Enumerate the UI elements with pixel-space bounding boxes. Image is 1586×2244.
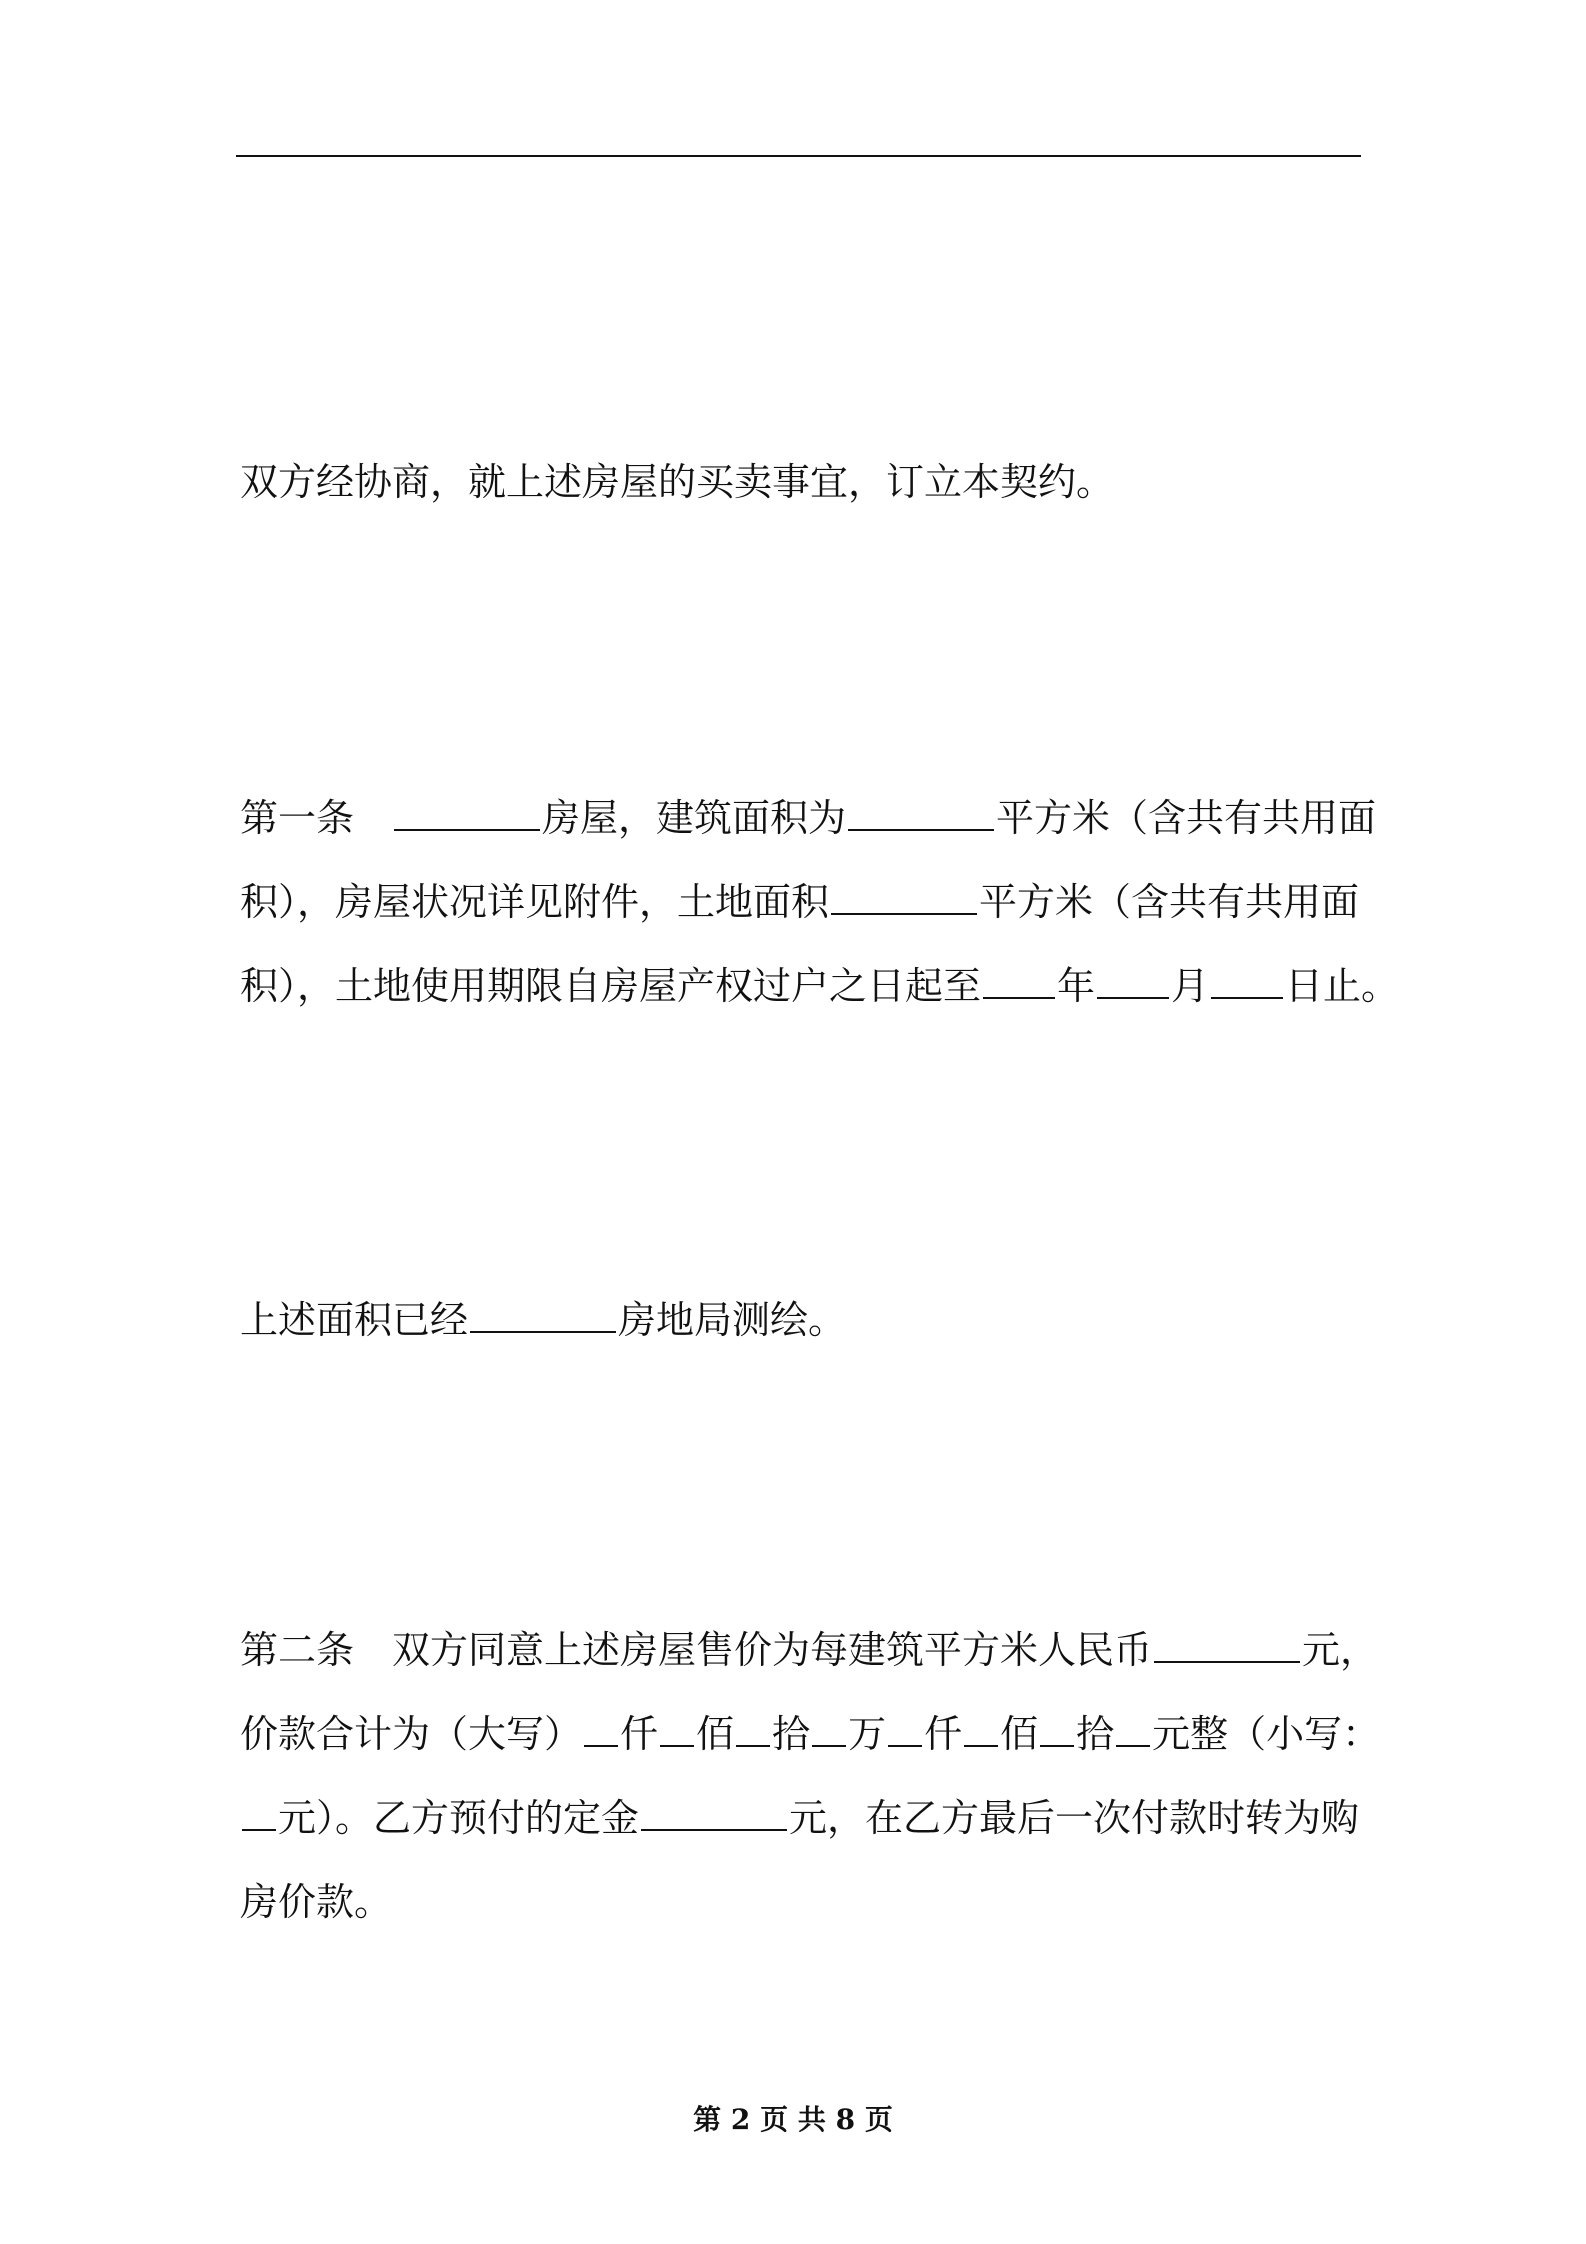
blank-digit — [812, 1711, 846, 1747]
intro-text: 双方经协商，就上述房屋的买卖事宜，订立本契约。 — [240, 460, 1115, 504]
blank-unit-price — [1154, 1627, 1300, 1663]
article-two-label: 第二条 — [240, 1628, 355, 1672]
intro-paragraph — [240, 440, 1370, 524]
article-one-text: 房屋，建筑面积为 — [542, 796, 847, 840]
article-two-text: 双方同意上述房屋售价为每建筑平方米人民币 — [392, 1628, 1153, 1672]
unit-label: 仟 — [620, 1712, 659, 1756]
page-footer: 第 2 页 共 8 页 — [693, 2103, 893, 2136]
article-two-text: 元）。乙方预付的定金 — [278, 1796, 640, 1840]
blank-location — [394, 795, 540, 831]
survey-text: 上述面积已经 — [240, 1298, 469, 1342]
article-one-text: 积），土地使用期限自房屋产权过户之日起至 — [240, 964, 982, 1008]
blank-digit — [888, 1711, 922, 1747]
year-label: 年 — [1057, 964, 1096, 1008]
month-label: 月 — [1171, 964, 1210, 1008]
blank-digit — [736, 1711, 770, 1747]
article-two-text: 元， — [1302, 1628, 1379, 1672]
blank-day — [1211, 963, 1283, 999]
unit-label: 佰 — [696, 1712, 735, 1756]
blank-building-area — [848, 795, 994, 831]
unit-label: 拾 — [1076, 1712, 1115, 1756]
blank-digit — [1116, 1711, 1150, 1747]
blank-digit — [964, 1711, 998, 1747]
article-one-text: 平方米（含共有共用面 — [979, 880, 1360, 924]
survey-text: 房地局测绘。 — [618, 1298, 847, 1342]
header-rule — [236, 155, 1361, 157]
article-one — [240, 776, 1400, 1028]
blank-land-area — [831, 879, 977, 915]
unit-label: 万 — [848, 1712, 887, 1756]
blank-digit — [660, 1711, 694, 1747]
blank-year — [983, 963, 1055, 999]
unit-label: 拾 — [772, 1712, 811, 1756]
article-two-text: 价款合计为（大写） — [240, 1712, 583, 1756]
blank-survey-bureau — [470, 1297, 616, 1333]
blank-deposit — [641, 1795, 787, 1831]
article-two-text: 房价款。 — [240, 1880, 393, 1924]
article-one-label: 第一条 — [240, 796, 355, 840]
blank-small-amount — [242, 1795, 276, 1831]
blank-digit — [1040, 1711, 1074, 1747]
survey-paragraph — [240, 1278, 1370, 1362]
unit-label: 佰 — [1000, 1712, 1039, 1756]
article-two — [240, 1608, 1381, 1944]
blank-month — [1097, 963, 1169, 999]
article-one-text: 积），房屋状况详见附件，土地面积 — [240, 880, 830, 924]
day-label: 日止。 — [1285, 964, 1400, 1008]
unit-label: 元整（小写： — [1152, 1712, 1381, 1756]
article-one-text: 平方米（含共有共用面 — [996, 796, 1377, 840]
blank-digit — [584, 1711, 618, 1747]
unit-label: 仟 — [924, 1712, 963, 1756]
article-two-text: 元，在乙方最后一次付款时转为购 — [789, 1796, 1360, 1840]
